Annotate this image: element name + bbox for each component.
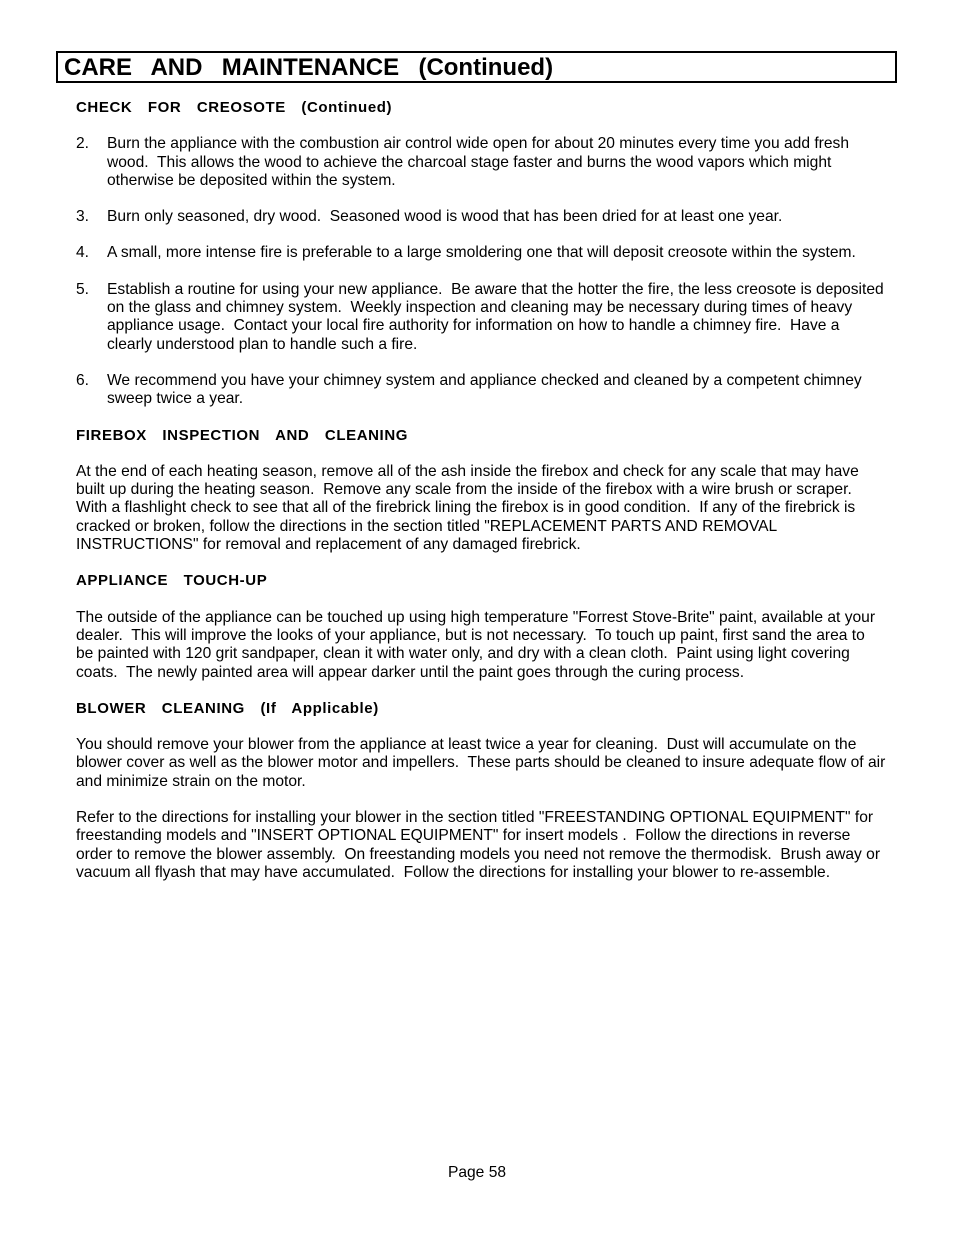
list-item (76, 372, 886, 409)
list-item-text: Establish a routine for using your new appliance. Be aware that the hotter the fire, the less creosote is deposited on the glass and chimney system. Weekly inspection and cleaning may be necessary during times of heavy appliance usage. Contact your local fire authority for information on how to handle a chimney fire. Have a clearly understood plan to handle such a fire. (107, 280, 889, 353)
list-item-text: Burn only seasoned, dry wood. Seasoned wood is wood that has been dried for at least one year. (107, 208, 783, 226)
list-item-text: We recommend you have your chimney system and appliance checked and cleaned by a competent chimney sweep twice a year. (107, 371, 867, 408)
touchup-paragraph: The outside of the appliance can be touched up using high temperature "Forrest Stove-Brite" paint, available at your dealer. This will improve the looks of your appliance, but is not necessary. To touch up paint, first sand the area to be painted with 120 grit sandpaper, clean it with water only, and dry with a clean cloth. Paint using light covering coats. The newly painted area will appear darker until the paint goes through the curing process. (76, 608, 880, 681)
list-item (76, 208, 886, 226)
document-body (76, 99, 890, 882)
page-number: Page 58 (447, 1164, 507, 1181)
list-item-text: Burn the appliance with the combustion air control wide open for about 20 minutes every time you add fresh wood. This allows the wood to achieve the charcoal stage faster and burns the wood vapors which might otherwise be deposited within the system. (107, 135, 854, 189)
heading-appliance-touch-up: APPLIANCE TOUCH-UP (76, 572, 268, 590)
page-title: CARE AND MAINTENANCE (Continued) (64, 54, 554, 81)
page-title-box (56, 51, 897, 83)
blower-paragraph-1: You should remove your blower from the appliance at least twice a year for cleaning. Dust will accumulate on the blower cover as well as the blower motor and impellers. These parts should be cleaned to insure adequate flow of air and minimize strain on the motor. (76, 736, 890, 790)
list-item-text: A small, more intense fire is preferable to a large smoldering one that will deposit creosote within the system. (107, 244, 856, 262)
heading-check-for-creosote: CHECK FOR CREOSOTE (Continued) (76, 99, 393, 116)
heading-firebox-inspection: FIREBOX INSPECTION AND CLEANING (76, 426, 409, 444)
list-item (76, 244, 886, 262)
list-item-number: 4. (76, 244, 90, 262)
list-item-number: 5. (76, 280, 90, 298)
list-item-number: 2. (76, 135, 90, 153)
blower-paragraph-2: Refer to the directions for installing your blower in the section titled "FREESTANDING OPTIONAL EQUIPMENT" for freestanding models and "INSERT OPTIONAL EQUIPMENT" for insert models . Follow the directions in reverse order to remove the blower assembly. On freestanding models you need not remove the thermodisk. Brush away or vacuum all flyash that may have accumulated. Follow the directions for installing your blower to re-assemble. (76, 809, 885, 881)
firebox-paragraph: At the end of each heating season, remove all of the ash inside the firebox and check for any scale that may have built up during the heating season. Remove any scale from the inside of the firebox with a wire brush or scraper. With a flashlight check to see that all of the firebrick lining the firebox is in good condition. If any of the firebrick is cracked or broken, follow the directions in the section titled "REPLACEMENT PARTS AND REMOVAL INSTRUCTIONS" for removal and replacement of any damaged firebrick. (76, 462, 864, 554)
creosote-list (76, 135, 889, 408)
list-item-number: 6. (76, 371, 90, 389)
list-item (76, 280, 889, 354)
heading-blower-cleaning: BLOWER CLEANING (If Applicable) (76, 699, 379, 717)
list-item (76, 135, 886, 190)
list-item-number: 3. (76, 208, 90, 226)
